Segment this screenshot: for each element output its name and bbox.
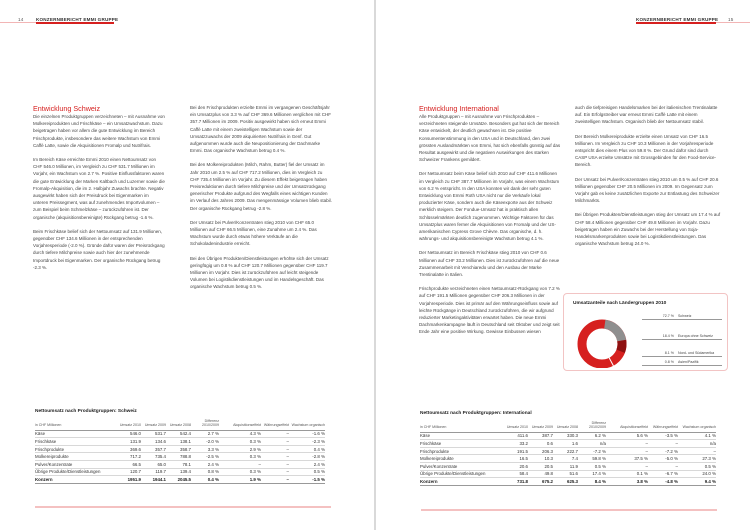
paragraph: Die einzelnen Produktgruppen verzeichneten – mit Ausnahme von Molkereiprodukten und Frischkäse – ein Umsatzwachstum. Dazu beigetragen haben vor allem die gute Entwicklung im Bereich Frischprodukte, insbesondere das weitere Wachstum von Emmi Caffè Latte, sowie die Akquisitionen Fromalp und Nutrifrais. <box>33 114 165 148</box>
cell: 20.5 <box>528 462 553 470</box>
cell: Molkereiprodukte <box>35 453 113 461</box>
column-header: Umsatz 2008 <box>166 419 191 430</box>
column-header: Umsatz 2009 <box>141 419 166 430</box>
table-header-row <box>35 419 325 430</box>
cell: 9.4 % <box>678 478 716 486</box>
cell: 7.4 <box>553 455 578 463</box>
cell: 58.4 <box>498 470 528 478</box>
cell: Übrige Produkte/Dienstleistungen <box>35 468 113 476</box>
text-column-4 <box>575 104 721 254</box>
column-header: Differenz 2010/2009 <box>191 419 219 430</box>
table-row <box>420 440 716 448</box>
cell: 131.9 <box>113 438 141 446</box>
column-header: Umsatz 2008 <box>553 421 578 432</box>
paragraph: Bei den Frischprodukten erzielte Emmi im vergangenen Geschäftsjahr ein Umsatzplus von 3.3 % auf CHF 369.6 Millionen verglichen mit CHF 357.7 Millionen im 2009. Positiv ausgewirkt haben sich erneut Emmi Caffè Latte mit einem zweistelligen Wachstum sowie der Umsatzzuwachs der 2009 akquirierten Nutrifrais in Genf. Gut aufgenommen wurde auch die Neupositionierung der Dachmarke Emmi. Das organische Wachstum betrug 0.4 %. <box>190 105 332 154</box>
cell: 49.8 <box>528 470 553 478</box>
cell: 0.5 % <box>678 462 716 470</box>
cell: 3.3 % <box>191 445 219 453</box>
table-title: Nettoumsatz nach Produktgruppen: Schweiz <box>35 409 137 414</box>
section-title: Entwicklung Schweiz <box>33 104 101 113</box>
cell: Frischkäse <box>420 440 498 448</box>
cell: – <box>261 430 289 438</box>
cell: – <box>648 462 678 470</box>
cell: – <box>261 438 289 446</box>
cell: n/a <box>578 440 606 448</box>
donut-chart <box>569 316 639 368</box>
cell: Pulver/Konzentrate <box>35 460 113 468</box>
paragraph: Im Bereich Käse erreichte Emmi 2010 einen Nettoumsatz von CHF 546.0 Millionen, im Vergleich zu CHF 531.7 Millionen im Vorjahr, ein Wachstum von 2.7 %. Positive Einflussfaktoren waren die gute Entwicklung der Marken Kaltbach und Luzerner sowie die Fromalp-Akquisition, die im 2. Halbjahr Zuwachs brachte. Negativ ausgewirkt haben sich der Preisdruck bei Eigenmarken im unteren Preissegment, was auf zunehmendes Importvolumen – zum Beispiel beim Schmelzkäse – zurückzuführen ist. Der organische (akquisitionsbereinigte) Rückgang betrug -1.6 %. <box>33 157 165 220</box>
cell: 10.3 <box>528 455 553 463</box>
donut-chart-box <box>563 293 728 371</box>
cell: -6.7 % <box>648 470 678 478</box>
left-page <box>0 0 374 530</box>
cell: 1.9 % <box>219 476 261 484</box>
cell: 675.2 <box>528 478 553 486</box>
cell: -4.8 % <box>648 478 678 486</box>
column-header: Wachstum organisch <box>678 421 716 432</box>
cell: Käse <box>35 430 113 438</box>
cell: 625.3 <box>553 478 578 486</box>
cell: – <box>261 445 289 453</box>
cell: – <box>678 447 716 455</box>
cell: Konzern <box>420 478 498 486</box>
table-total-row <box>35 476 325 484</box>
header-rule-thin <box>0 22 36 23</box>
column-header: in CHF Millionen <box>35 419 113 430</box>
cell: 1944.1 <box>141 476 166 484</box>
cell: 0.4 % <box>289 445 325 453</box>
table-row <box>420 470 716 478</box>
sales-table-switzerland <box>35 419 325 484</box>
text-column-2 <box>190 104 332 298</box>
cell: 0.6 <box>528 440 553 448</box>
legend-item: 8.1 % Nord- und Südamerika <box>642 349 722 357</box>
page-number-left: 14 <box>18 17 24 22</box>
cell: 3.8 % <box>606 478 648 486</box>
cell: 2.4 % <box>289 460 325 468</box>
paragraph: Bei den Übrigen Produkten/Dienstleistungen erhöhte sich der Umsatz geringfügig um 0.8 % auf CHF 120.7 Millionen gegenüber CHF 119.7 Millionen im Vorjahr. Dies ist zurückzuführen auf leicht steigende Volumen bei Logistikdienstleistungen und im Handelsgeschäft. Das organische Wachstum betrug 0.5 %. <box>190 255 329 290</box>
paragraph: Bei Übrigen Produkten/Dienstleistungen stieg der Umsatz um 17.4 % auf CHF 58.4 Millionen gegenüber CHF 49.8 Millionen im Vorjahr. Dazu beigetragen haben ein Zuwachs bei der Herstellung von Soja-Handelsmarkenprodukten sowie bei Logistikdienstleistungen. Das organische Wachstum betrug 24.0 %. <box>575 212 721 247</box>
cell: 1.6 <box>553 440 578 448</box>
table-row <box>35 445 325 453</box>
cell: – <box>606 462 648 470</box>
column-header: in CHF Millionen <box>420 421 498 432</box>
paragraph: Bei den Molkereiprodukten (Milch, Rahm, Butter) fiel der Umsatz im Jahr 2010 um 2.5 % auf CHF 717.2 Millionen, dies im Vergleich zu CHF 735.4 Millionen im Vorjahr. Zu diesem Effekt beigetragen haben Preisreduktionen durch tiefere Milchpreise und der Umsatzrückgang generischer Produkte aufgrund des Wegfalls eines wichtigen Kunden im Verlauf des Jahres 2009. Das mengenmässige Volumen blieb stabil. Der organische Rückgang betrug -2.8 %. <box>190 162 332 211</box>
table-row <box>35 453 325 461</box>
cell: Käse <box>420 432 498 440</box>
cell: – <box>648 440 678 448</box>
cell: 8.4 % <box>578 478 606 486</box>
column-header: Umsatz 2010 <box>113 419 141 430</box>
cell: 120.7 <box>113 468 141 476</box>
cell: 65.0 <box>141 460 166 468</box>
cell: 24.0 % <box>678 470 716 478</box>
paragraph: auch die tiefpreisigen Handelsmarken bei der italienischen Trentinalatte auf. Ein Erfolgstreiber war erneut Emmi Caffè Latte mit einem zweistelligen Wachstum. Organisch blieb der Nettoumsatz stabil. <box>575 105 718 125</box>
cell: Pulver/Konzentrate <box>420 462 498 470</box>
cell: 138.1 <box>166 438 191 446</box>
cell: 731.8 <box>498 478 528 486</box>
cell: 2.4 % <box>191 460 219 468</box>
cell: Frischkäse <box>35 438 113 446</box>
cell: – <box>219 460 261 468</box>
footer-rule <box>35 506 331 508</box>
cell: 139.4 <box>166 468 191 476</box>
cell: 0.8 % <box>191 468 219 476</box>
cell: 119.7 <box>141 468 166 476</box>
cell: -7.2 % <box>578 447 606 455</box>
cell: 16.5 <box>498 455 528 463</box>
paragraph: Alle Produktgruppen – mit Ausnahme von Frischprodukten – verzeichneten steigende Umsätze. Besonders gut hat sich der Bereich Käse entwickelt, der deutlich gewachsen ist. Die positive Konsumentenstimmung in den USA und in Deutschland, den zwei grössten Auslandmärkten von Emmi, hat sich ebenfalls günstig auf das Resultat ausgewirkt und die negativen Auswirkungen des starken Schweizer Frankens gemildert. <box>419 114 561 163</box>
cell: 27.3 % <box>678 455 716 463</box>
table-row <box>420 462 716 470</box>
cell: – <box>606 440 648 448</box>
legend-item: 18.4 % Europa ohne Schweiz <box>642 332 722 340</box>
section-title: Entwicklung International <box>419 104 499 113</box>
column-header: Währungseffekt <box>648 421 678 432</box>
cell: 411.6 <box>498 432 528 440</box>
cell: 78.1 <box>166 460 191 468</box>
cell: 2045.5 <box>166 476 191 484</box>
chart-title: Umsatzanteile nach Ländergruppen 2010 <box>573 301 667 306</box>
cell: 33.2 <box>498 440 528 448</box>
page-number-right: 15 <box>728 17 734 22</box>
header-rule-thin <box>716 22 750 23</box>
cell: 369.6 <box>113 445 141 453</box>
cell: 0.3 % <box>219 468 261 476</box>
cell: – <box>261 468 289 476</box>
cell: 4.1 % <box>678 432 716 440</box>
cell: 330.3 <box>553 432 578 440</box>
cell: 59.8 % <box>578 455 606 463</box>
cell: 134.6 <box>141 438 166 446</box>
cell: 37.5 % <box>606 455 648 463</box>
text-column-3 <box>419 104 561 343</box>
table-row <box>35 460 325 468</box>
cell: 358.7 <box>166 445 191 453</box>
running-header-right: KONZERNBERICHT EMMI GRUPPE <box>636 17 719 22</box>
cell: 11.9 <box>553 462 578 470</box>
table-row <box>35 438 325 446</box>
cell: 788.8 <box>166 453 191 461</box>
column-header: Differenz 2010/2009 <box>578 421 606 432</box>
cell: – <box>261 460 289 468</box>
cell: 387.7 <box>528 432 553 440</box>
cell: -1.6 % <box>289 430 325 438</box>
cell: 546.0 <box>113 430 141 438</box>
cell: 191.5 <box>498 447 528 455</box>
paragraph: Beim Frischkäse belief sich der Nettoumsatz auf 131.9 Millionen, gegenüber CHF 134.6 Millionen in der entsprechenden Vorjahresperiode (-2.0 %). Gründe dafür waren der Preisrückgang durch tiefere Milchpreise sowie auch hier der zunehmende Importdruck bei Eigenmarken. Der organische Rückgang betrug -2.3 %. <box>33 228 165 270</box>
paragraph: Frischprodukte verzeichneten einen Nettoumsatz-Rückgang von 7.2 % auf CHF 191.5 Millionen gegenüber CHF 206.3 Millionen in der Vorjahresperiode. Dies ist primär auf den Währungseinfluss sowie auf leichte Rückgänge in Deutschland zurückzuführen, die wir aufgrund reduzierter Marketingaktivitäten erwartet haben. Die neue Emmi Dachmarkenkampagne läuft in Deutschland seit Oktober und zeigt seit Ende Jahr eine positive Wirkung. Gewisse Einbussen wiesen <box>419 286 560 335</box>
cell: Frischprodukte <box>35 445 113 453</box>
sales-table-international <box>420 421 716 486</box>
legend-item: 0.8 % Asien/Pazifik <box>642 358 722 366</box>
cell: 1951.9 <box>113 476 141 484</box>
table-row <box>420 432 716 440</box>
column-header: Umsatz 2010 <box>498 421 528 432</box>
table-title: Nettoumsatz nach Produktgruppen: International <box>420 411 532 416</box>
cell: Konzern <box>35 476 113 484</box>
footer-rule <box>421 509 717 511</box>
cell: -2.0 % <box>191 438 219 446</box>
cell: 5.6 % <box>606 432 648 440</box>
cell: -5.0 % <box>648 455 678 463</box>
column-header: Akquisitionseffekt <box>606 421 648 432</box>
paragraph: Der Nettoumsatz beim Käse belief sich 2010 auf CHF 411.6 Millionen im Vergleich zu CHF 387.7 Millionen im Vorjahr, was einem Wachstum von 6.2 % entspricht. In den USA konnten wir dank der sehr guten Entwicklung von Emmi Roth USA nicht nur die Verkäufe lokal produzierter Käse, sondern auch die Käseexporte aus der Schweiz merklich steigern. Der Fondue-Umsatz hat in praktisch allen Schlüsselmärkten deutlich zugenommen. Wichtige Faktoren für das Umsatzplus waren ferner die Akquisitionen von Fromalp und der US-amerikanischen Cypress Grove Chèvre. Das organische, d. h. währungs- und akquisitionsbereinigte Wachstum betrug 4.1 %. <box>419 171 560 242</box>
cell: 717.2 <box>113 453 141 461</box>
cell: Übrige Produkte/Dienstleistungen <box>420 470 498 478</box>
cell: 17.4 % <box>578 470 606 478</box>
cell: 0.4 % <box>191 476 219 484</box>
cell: – <box>261 453 289 461</box>
cell: -7.2 % <box>648 447 678 455</box>
table-header-row <box>420 421 716 432</box>
column-header: Währungseffekt <box>261 419 289 430</box>
cell: 0.3 % <box>219 453 261 461</box>
cell: 222.7 <box>553 447 578 455</box>
cell: 66.5 <box>113 460 141 468</box>
column-header: Akquisitionseffekt <box>219 419 261 430</box>
cell: 542.4 <box>166 430 191 438</box>
paragraph: Der Umsatz bei Pulver/Konzentraten stieg 2010 von CHF 65.0 Millionen auf CHF 66.5 Millionen, eine Zunahme um 2.4 %. Das Wachstum wurde durch etwas höhere Verkäufe an die Schokoladenindustrie erreicht. <box>190 219 317 247</box>
cell: -2.5 % <box>191 453 219 461</box>
column-header: Wachstum organisch <box>289 419 325 430</box>
cell: 2.9 % <box>219 445 261 453</box>
table-row <box>35 430 325 438</box>
cell: 206.3 <box>528 447 553 455</box>
column-header: Umsatz 2009 <box>528 421 553 432</box>
cell: 2.7 % <box>191 430 219 438</box>
table-row <box>420 447 716 455</box>
text-column-1 <box>33 104 165 278</box>
table-total-row <box>420 478 716 486</box>
paragraph: Der Nettoumsatz im Bereich Frischkäse stieg 2010 von CHF 0.6 Millionen auf CHF 33.2 Millionen. Dies ist zurückzuführen auf die neue Zusammenarbeit mit Venchiaredo und den Ausbau der Marke Trentinalatte in Italien. <box>419 250 560 278</box>
cell: 6.2 % <box>578 432 606 440</box>
cell: 0.5 % <box>289 468 325 476</box>
cell: 51.6 <box>553 470 578 478</box>
segment-amerika <box>619 341 624 352</box>
segment-europa <box>605 322 622 343</box>
cell: 4.3 % <box>219 430 261 438</box>
paragraph: Der Bereich Molkereiprodukte erzielte einen Umsatz von CHF 16.5 Millionen. Im Vergleich zu CHF 10.3 Millionen in der Vorjahresperiode entspricht dies einem Plus von 59.8 %. Der Grund dafür sind durch CASP USA erzielte Umsätze mit Grossgebinden für den Food-Service-Bereich. <box>575 133 716 168</box>
table-row <box>420 455 716 463</box>
paragraph: Der Umsatz bei Pulver/Konzentraten stieg 2010 um 0.5 % auf CHF 20.6 Millionen gegenüber CHF 20.5 Millionen im 2009. Im Gegensatz zum Vorjahr gab es keine zusätzlichen Exporte zur Entlastung des Schweizer Milchmarkts. <box>575 176 720 204</box>
cell: Molkereiprodukte <box>420 455 498 463</box>
cell: 0.5 % <box>578 462 606 470</box>
cell: 357.7 <box>141 445 166 453</box>
cell: -3.5 % <box>648 432 678 440</box>
cell: Frischprodukte <box>420 447 498 455</box>
table-row <box>35 468 325 476</box>
cell: -2.3 % <box>289 438 325 446</box>
cell: – <box>261 476 289 484</box>
running-header-left: KONZERNBERICHT EMMI GRUPPE <box>36 17 119 22</box>
legend-item: 72.7 % Schweiz <box>642 312 722 320</box>
cell: 0.3 % <box>219 438 261 446</box>
cell: – <box>606 447 648 455</box>
cell: -1.5 % <box>289 476 325 484</box>
cell: 0.1 % <box>606 470 648 478</box>
header-rule-accent <box>36 22 114 24</box>
cell: 735.4 <box>141 453 166 461</box>
cell: -2.8 % <box>289 453 325 461</box>
header-rule-accent <box>636 22 716 24</box>
cell: 20.6 <box>498 462 528 470</box>
cell: n/a <box>678 440 716 448</box>
cell: 531.7 <box>141 430 166 438</box>
